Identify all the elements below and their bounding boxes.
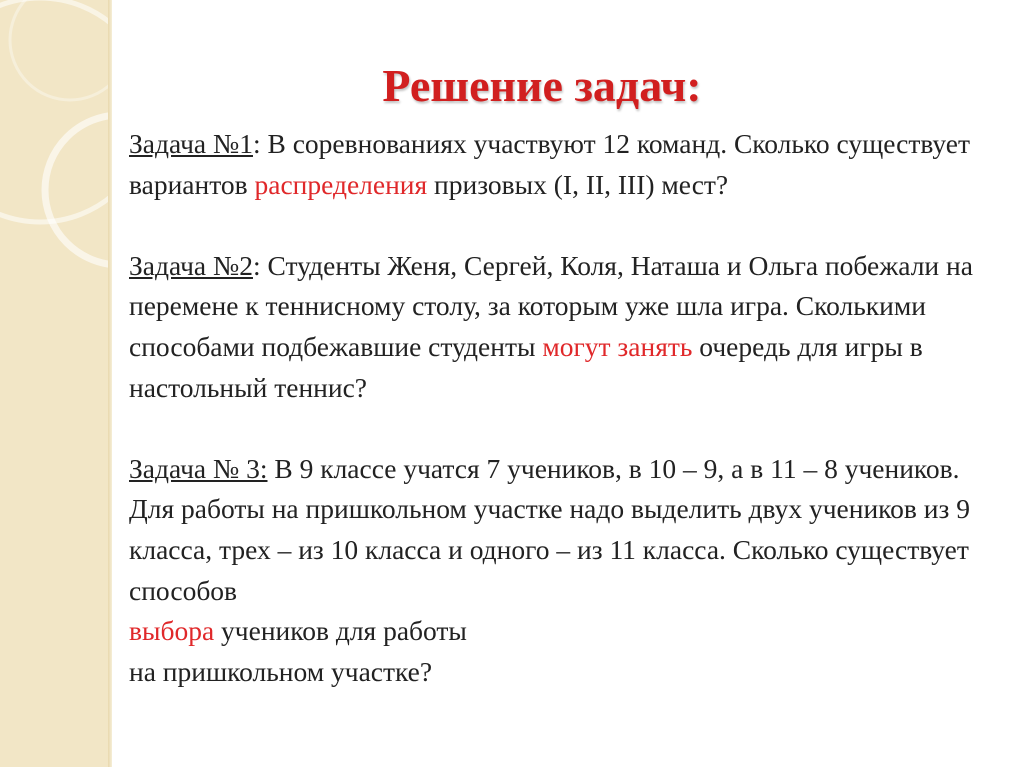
task-2 [129,246,1009,408]
task-1-text-end: призовых (I, II, III) мест? [427,168,729,200]
task-3-text-mid: учеников для работы [214,615,467,647]
task-3 [129,449,1009,693]
task-1-text: В соревнованиях участвуют 12 команд. Сколько существует вариантов [129,128,971,200]
slide [112,0,1024,767]
task-2-label: Задача №2 [129,249,253,281]
task-1 [129,124,1009,205]
task-2-text: Студенты Женя, Сергей, Коля, Наташа и Ольга побежали на перемене к теннисному столу, за которым уже шла игра. Сколькими способами подбежавшие студенты [129,249,973,362]
task-3-text: В 9 классе учатся 7 учеников, в 10 – 9, а в 11 – 8 учеников. Для работы на пришкольном участке надо выделить двух учеников из 9 класса, трех – из 10 класса и одного – из 11 класса. Сколько существует способов [129,452,970,606]
task-3-label: Задача № 3: [129,452,268,484]
task-3-text-end: на пришкольном участке? [129,655,433,687]
task-2-text-end: очередь для игры в настольный теннис? [129,330,923,403]
slide-title: Решение задач: [382,60,702,111]
task-1-sep: : [252,128,261,159]
task-1-highlight: распределения [254,168,428,200]
task-1-label: Задача №1 [129,128,253,159]
slide-body [129,124,1009,692]
task-2-highlight: могут занять [542,330,693,362]
decorative-circles [0,0,112,767]
decorative-sidebar [0,0,112,767]
task-2-sep: : [252,249,261,281]
task-3-highlight: выбора [129,615,215,647]
